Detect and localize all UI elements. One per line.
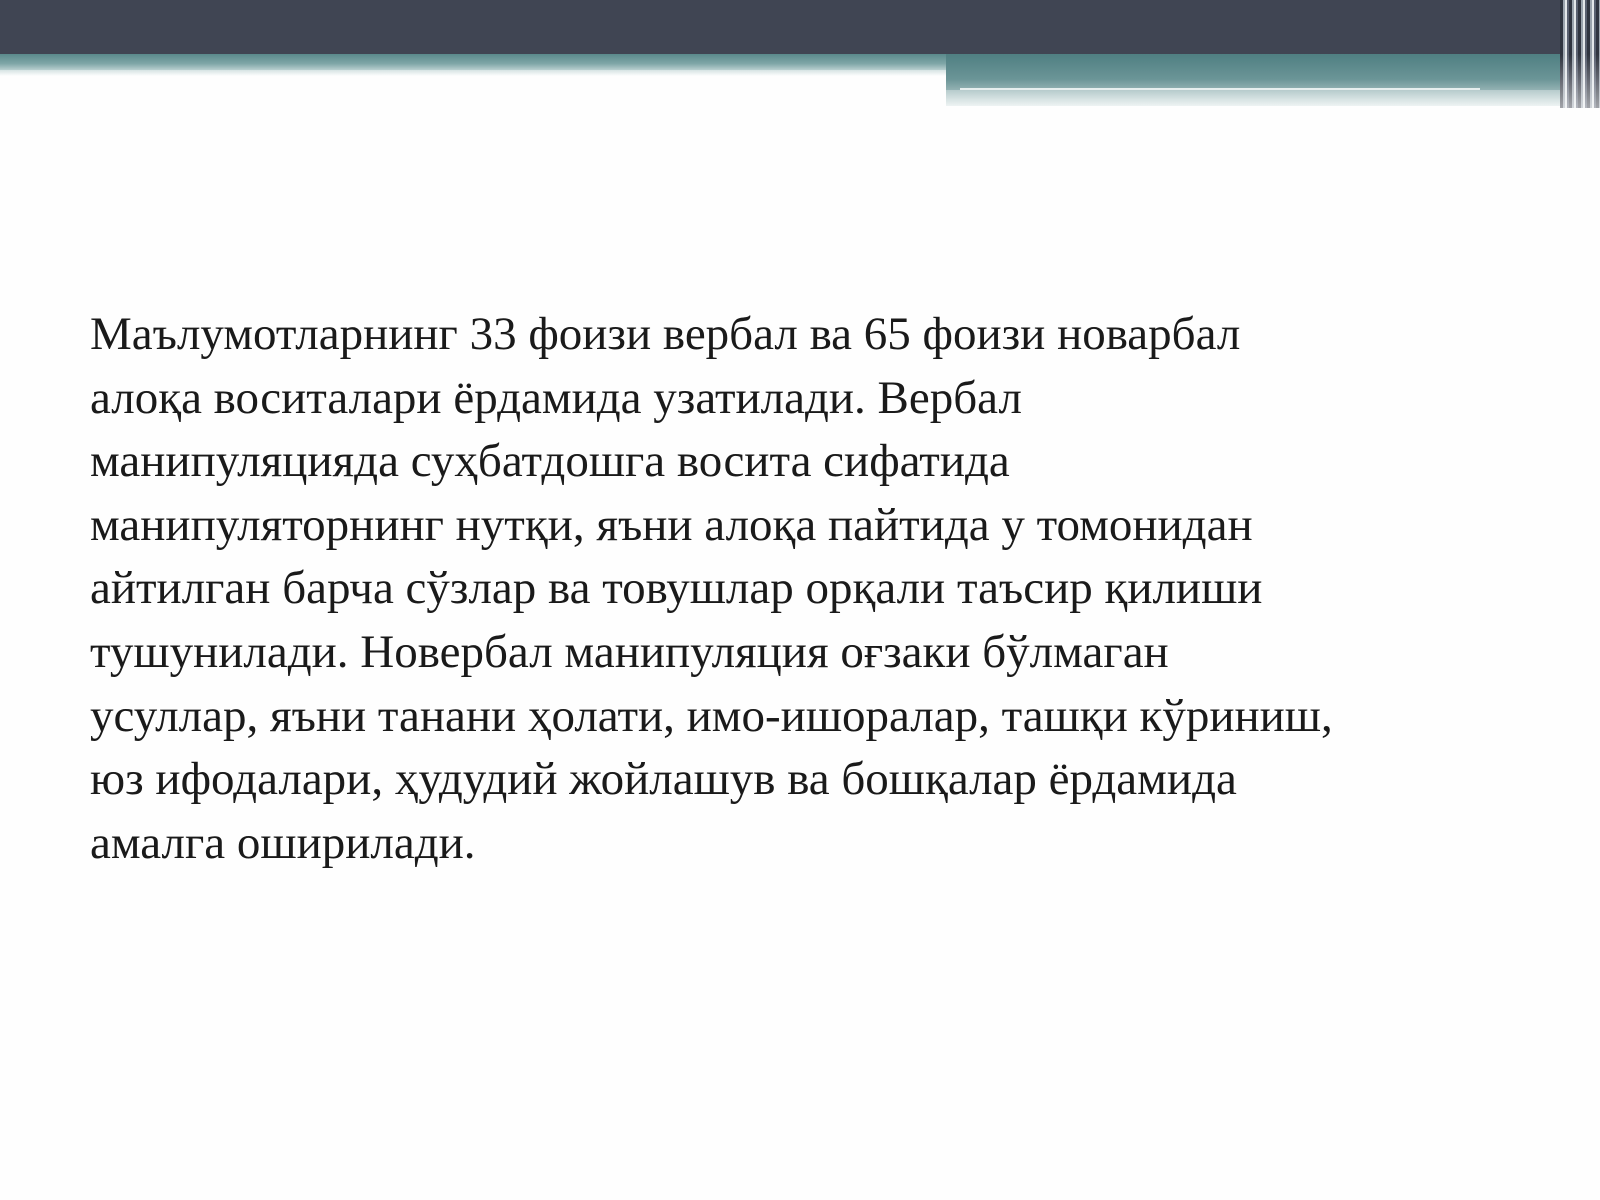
body-line: Маълумотларнинг 33 фоизи вербал ва 65 фоизи новарбал (90, 308, 1241, 360)
body-line: айтилган барча сўзлар ва товушлар орқали таъсир қилиши (90, 562, 1263, 615)
body-line: алоқа воситалари ёрдамида узатилади. Вербал (90, 371, 1022, 424)
corner-stripes-fade (1560, 54, 1600, 108)
body-line: усуллар, яъни танани ҳолати, имо-ишоралар, ташқи кўриниш, (90, 689, 1333, 742)
header-accent-fade (0, 70, 946, 76)
header-accent-stripe-left (0, 54, 946, 70)
header-accent-stripe-right (946, 54, 1566, 90)
body-line: амалга оширилади. (90, 816, 476, 869)
header-band (0, 0, 1600, 54)
body-line: юз ифодалари, ҳудудий жойлашув ва бошқалар ёрдамида (90, 753, 1237, 806)
slide-body-text (90, 303, 1530, 875)
body-line: манипуляторнинг нутқи, яъни алоқа пайтида у томонидан (90, 498, 1253, 551)
body-line: тушунилади. Новербал манипуляция оғзаки бўлмаган (90, 625, 1169, 678)
body-line: манипуляцияда суҳбатдошга восита сифатида (90, 435, 1010, 488)
header-light-stripe-right (946, 90, 1566, 106)
